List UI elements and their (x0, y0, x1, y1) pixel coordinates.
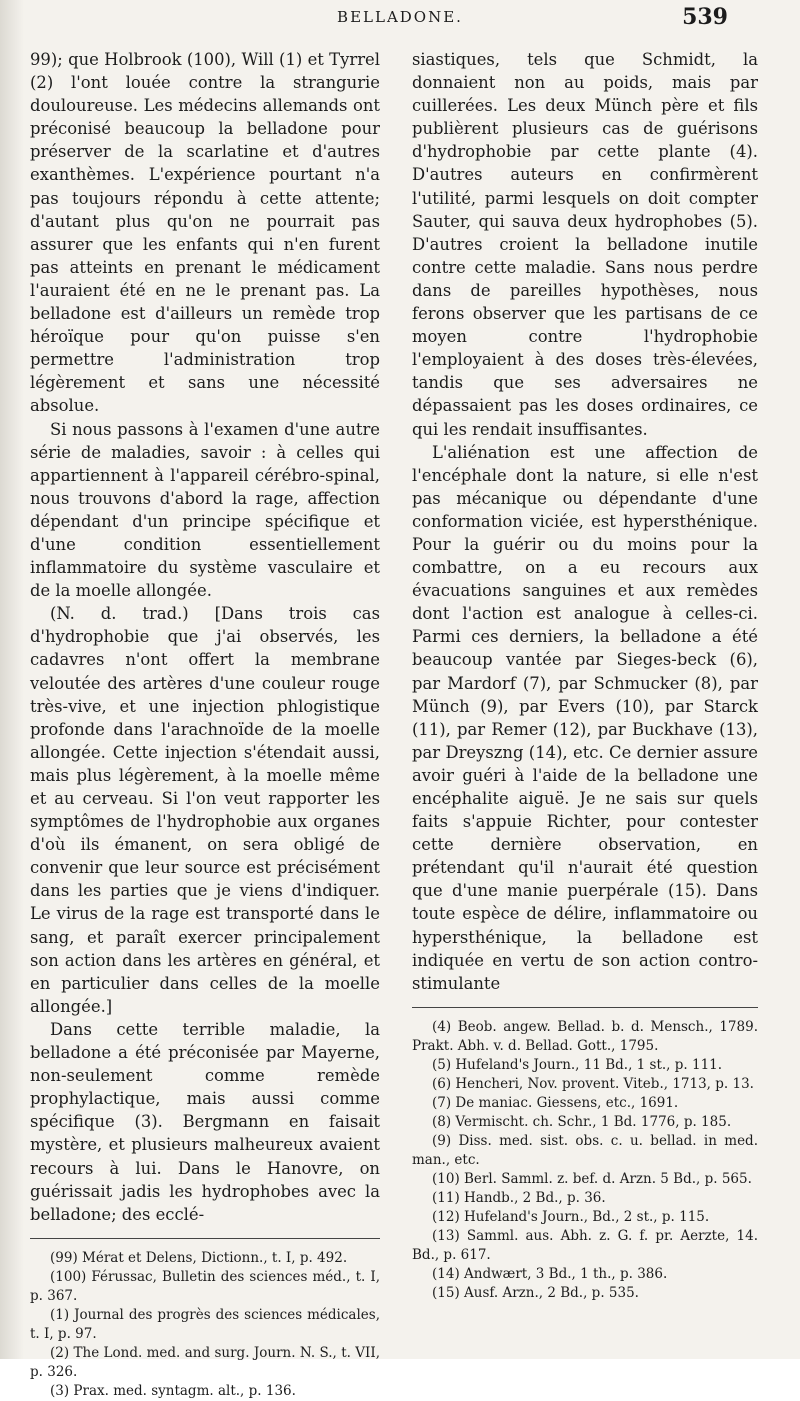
footnote: (14) Andwært, 3 Bd., 1 th., p. 386. (432, 1265, 668, 1282)
footnote: (9) Diss. med. sist. obs. c. u. bellad. in med. man., etc. (412, 1132, 758, 1168)
paragraph: (N. d. trad.) [Dans trois cas d'hydrophobie que j'ai observés, les cadavres n'ont offert la membrane veloutée des artères d'une couleur rouge très-vive, et une injection phlogistique profonde dans l'arachnoïde de la moelle allongée. Cette injection s'étendait aussi, mais plus légèrement, à la moelle même et au cerveau. Si l'on veut rapporter les symptômes de l'hydrophobie aux organes d'où ils émanent, on sera obligé de convenir que leur source est précisément dans les parties que je viens d'indiquer. Le virus de la rage est transporté dans le sang, et paraît exercer principalement son action dans les artères en général, et en particulier dans celles de la moelle allongée.] (30, 604, 380, 1016)
footnotes (412, 1018, 758, 1303)
footnote: (6) Hencheri, Nov. provent. Viteb., 1713, p. 13. (432, 1075, 754, 1092)
footnote: (11) Handb., 2 Bd., p. 36. (432, 1189, 606, 1206)
footnote: (7) De maniac. Giessens, etc., 1691. (432, 1094, 679, 1111)
paragraph: 99); que Holbrook (100), Will (1) et Tyrrel (2) l'ont louée contre la strangurie douloureuse. Les médecins allemands ont préconisé beaucoup la belladone pour préserver de la scarlatine et d'autres exanthèmes. L'expérience pourtant n'a pas toujours répondu à cette attente; d'autant plus qu'on ne pourrait pas assurer que les enfants qui n'en furent pas atteints en prenant le médicament l'auraient été en ne le prenant pas. La belladone est d'ailleurs un remède trop héroïque pour qu'on puisse s'en permettre l'administration trop légèrement et sans une nécessité absolue. (30, 50, 380, 416)
footnote: (3) Prax. med. syntagm. alt., p. 136. (50, 1382, 296, 1399)
footnotes (30, 1249, 380, 1401)
footnote: (10) Berl. Samml. z. bef. d. Arzn. 5 Bd., p. 565. (432, 1170, 752, 1187)
right-column (412, 48, 758, 1303)
footnote: (100) Férussac, Bulletin des sciences méd., t. I, p. 367. (30, 1268, 380, 1304)
footnote: (12) Hufeland's Journ., Bd., 2 st., p. 115. (432, 1208, 710, 1225)
left-column (30, 48, 380, 1401)
running-head: BELLADONE. (337, 8, 463, 26)
footnote: (4) Beob. angew. Bellad. b. d. Mensch., 1789. Prakt. Abh. v. d. Bellad. Gott., 1795. (412, 1018, 758, 1054)
footnote: (5) Hufeland's Journ., 11 Bd., 1 st., p. 111. (432, 1056, 723, 1073)
page-number: 539 (682, 4, 728, 30)
footnote: (15) Ausf. Arzn., 2 Bd., p. 535. (432, 1284, 639, 1301)
footnote-rule (30, 1238, 380, 1239)
footnote: (1) Journal des progrès des sciences médicales, t. I, p. 97. (30, 1306, 380, 1342)
footnote: (13) Samml. aus. Abh. z. G. f. pr. Aerzte, 14. Bd., p. 617. (412, 1227, 758, 1263)
paragraph: L'aliénation est une affection de l'encéphale dont la nature, si elle n'est pas mécanique ou dépendante d'une conformation viciée, est hypersthénique. Pour la guérir ou du moins pour la combattre, on a eu recours aux évacuations sanguines et aux remèdes dont l'action est analogue à celles-ci. Parmi ces derniers, la belladone a été beaucoup vantée par Sieges-beck (6), par Mardorf (7), par Schmucker (8), par Münch (9), par Evers (10), par Starck (11), par Remer (12), par Buckhave (13), par Dreyszng (14), etc. Ce dernier assure avoir guéri à l'aide de la belladone une encéphalite aiguë. Je ne sais sur quels faits s'appuie Richter, pour contester cette dernière observation, en prétendant qu'il n'aurait été question que d'une manie puerpérale (15). Dans toute espèce de délire, inflammatoire ou hypersthénique, la belladone est indiquée en vertu de son action contro-stimulante (412, 442, 758, 993)
paragraph: Si nous passons à l'examen d'une autre série de maladies, savoir : à celles qui appartiennent à l'appareil cérébro-spinal, nous trouvons d'abord la rage, affection dépendant d'un principe spécifique et d'une condition essentiellement inflammatoire du système vasculaire et de la moelle allongée. (30, 419, 380, 601)
footnote: (99) Mérat et Delens, Dictionn., t. I, p. 492. (50, 1249, 348, 1266)
footnote-rule (412, 1007, 758, 1008)
binding-shadow (0, 0, 24, 1359)
footnote: (2) The Lond. med. and surg. Journ. N. S., t. VII, p. 326. (30, 1344, 380, 1380)
paragraph: Dans cette terrible maladie, la belladone a été préconisée par Mayerne, non-seulement comme remède prophylactique, mais aussi comme spécifique (3). Bergmann en faisait mystère, et plusieurs malheureux avaient recours à lui. Dans le Hanovre, on guérissait jadis les hydrophobes avec la belladone; des ecclé- (30, 1019, 380, 1224)
paragraph: siastiques, tels que Schmidt, la donnaient non au poids, mais par cuillerées. Les deux Münch père et fils publièrent plusieurs cas de guérisons d'hydrophobie par cette plante (4). D'autres auteurs en confirmèrent l'utilité, parmi lesquels on doit compter Sauter, qui sauva deux hydrophobes (5). D'autres croient la belladone inutile contre cette maladie. Sans nous perdre dans de pareilles hypothèses, nous ferons observer que les partisans de ce moyen contre l'hydrophobie l'employaient à des doses très-élevées, tandis que ses adversaires ne dépassaient pas les doses ordinaires, ce qui les rendait insuffisantes. (412, 50, 758, 439)
footnote: (8) Vermischt. ch. Schr., 1 Bd. 1776, p. 185. (432, 1113, 732, 1130)
